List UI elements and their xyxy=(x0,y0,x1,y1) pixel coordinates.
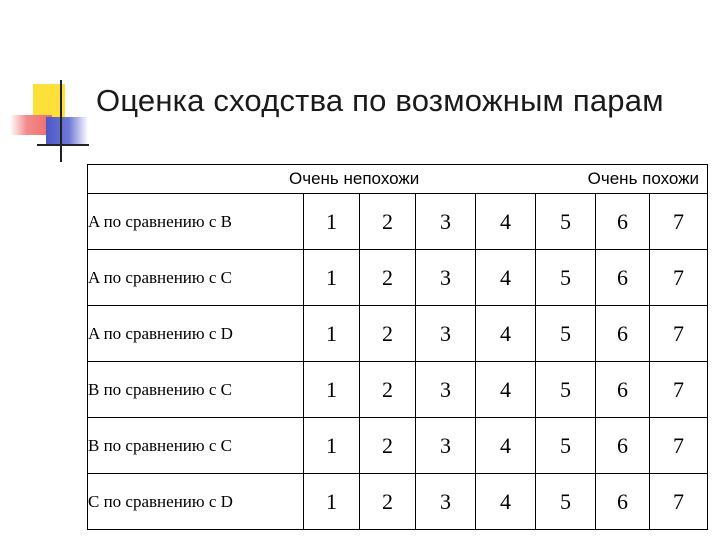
rating-option-5[interactable]: 5 xyxy=(536,362,596,418)
pair-label: A по сравнению с D xyxy=(88,306,304,362)
rating-option-1[interactable]: 1 xyxy=(304,250,360,306)
rating-option-7[interactable]: 7 xyxy=(650,250,708,306)
table-row xyxy=(88,418,708,474)
similarity-rating-table xyxy=(87,164,708,530)
rating-option-1[interactable]: 1 xyxy=(304,194,360,250)
table-row xyxy=(88,362,708,418)
rating-option-6[interactable]: 6 xyxy=(596,250,650,306)
rating-option-3[interactable]: 3 xyxy=(416,250,476,306)
rating-option-5[interactable]: 5 xyxy=(536,474,596,530)
rating-option-3[interactable]: 3 xyxy=(416,474,476,530)
rating-option-4[interactable]: 4 xyxy=(476,194,536,250)
rating-option-2[interactable]: 2 xyxy=(360,194,416,250)
rating-option-7[interactable]: 7 xyxy=(650,306,708,362)
table-row xyxy=(88,306,708,362)
pair-label: A по сравнению с B xyxy=(88,194,304,250)
title-ornament-vertical-line xyxy=(60,80,62,162)
table-row xyxy=(88,250,708,306)
pair-label: A по сравнению с C xyxy=(88,250,304,306)
rating-option-4[interactable]: 4 xyxy=(476,474,536,530)
pair-label: C по сравнению с D xyxy=(88,474,304,530)
rating-option-6[interactable]: 6 xyxy=(596,474,650,530)
rating-option-7[interactable]: 7 xyxy=(650,194,708,250)
rating-option-6[interactable]: 6 xyxy=(596,362,650,418)
rating-option-1[interactable]: 1 xyxy=(304,418,360,474)
rating-option-6[interactable]: 6 xyxy=(596,418,650,474)
header-very-similar: Очень похожи xyxy=(536,165,708,194)
rating-option-6[interactable]: 6 xyxy=(596,306,650,362)
rating-option-5[interactable]: 5 xyxy=(536,194,596,250)
rating-option-7[interactable]: 7 xyxy=(650,362,708,418)
table-row xyxy=(88,474,708,530)
rating-option-4[interactable]: 4 xyxy=(476,250,536,306)
rating-option-7[interactable]: 7 xyxy=(650,474,708,530)
title-ornament-horizontal-line xyxy=(37,144,89,146)
rating-option-6[interactable]: 6 xyxy=(596,194,650,250)
rating-option-4[interactable]: 4 xyxy=(476,362,536,418)
rating-option-2[interactable]: 2 xyxy=(360,250,416,306)
rating-option-3[interactable]: 3 xyxy=(416,362,476,418)
rating-option-1[interactable]: 1 xyxy=(304,306,360,362)
header-very-dissimilar: Очень непохожи xyxy=(88,165,536,194)
rating-option-7[interactable]: 7 xyxy=(650,418,708,474)
rating-option-5[interactable]: 5 xyxy=(536,418,596,474)
table-row xyxy=(88,194,708,250)
rating-option-1[interactable]: 1 xyxy=(304,362,360,418)
rating-option-2[interactable]: 2 xyxy=(360,474,416,530)
pair-label: B по сравнению с C xyxy=(88,418,304,474)
table-header-row xyxy=(88,165,708,194)
rating-option-3[interactable]: 3 xyxy=(416,306,476,362)
rating-option-1[interactable]: 1 xyxy=(304,474,360,530)
pair-label: B по сравнению с C xyxy=(88,362,304,418)
rating-option-3[interactable]: 3 xyxy=(416,194,476,250)
rating-option-2[interactable]: 2 xyxy=(360,418,416,474)
rating-option-5[interactable]: 5 xyxy=(536,250,596,306)
rating-option-5[interactable]: 5 xyxy=(536,306,596,362)
rating-option-3[interactable]: 3 xyxy=(416,418,476,474)
title-ornament-blue xyxy=(46,117,88,145)
rating-option-4[interactable]: 4 xyxy=(476,306,536,362)
rating-option-2[interactable]: 2 xyxy=(360,362,416,418)
slide-title: Оценка сходства по возможным парам xyxy=(96,83,664,118)
rating-option-4[interactable]: 4 xyxy=(476,418,536,474)
rating-option-2[interactable]: 2 xyxy=(360,306,416,362)
